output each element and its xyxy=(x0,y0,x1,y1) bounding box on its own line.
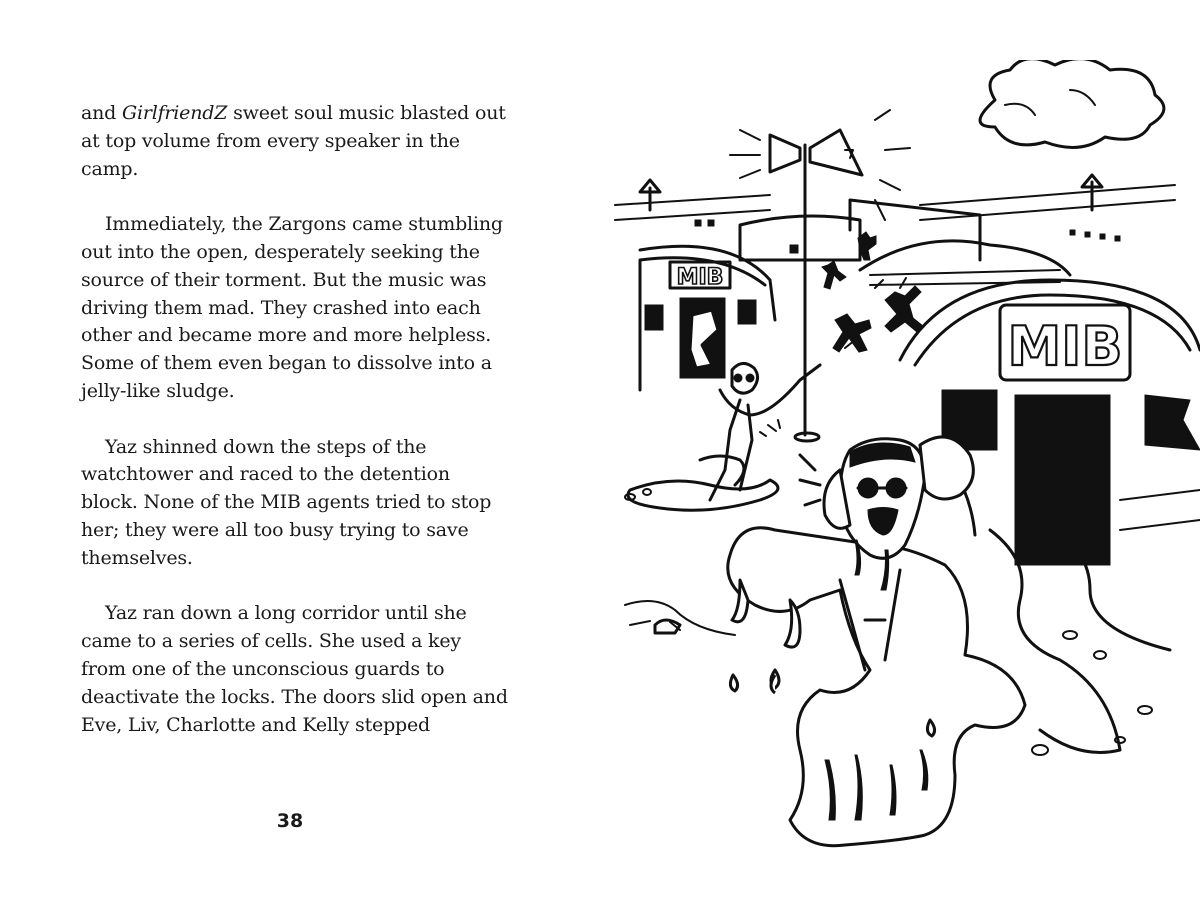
paragraph-1-text: sweet soul music blasted out at top volume from every speaker in the camp. xyxy=(81,102,506,180)
story-text xyxy=(81,100,511,767)
paragraph-4: Yaz ran down a long corridor until she came to a series of cells. She used a key from one of the unconscious guards to deactivate the locks. The doors slid open and Eve, Liv, Charlotte and Kelly stepped xyxy=(81,602,508,736)
band-name: GirlfriendZ xyxy=(121,102,228,124)
paragraph-3: Yaz shinned down the steps of the watchtower and raced to the detention block. None of the MIB agents tried to stop her; they were all too busy trying to save themselves. xyxy=(81,435,492,569)
paragraph-1 xyxy=(81,100,511,183)
paragraph-1-lead: and xyxy=(81,102,122,124)
story-illustration xyxy=(600,60,1200,860)
sign-small: MIB xyxy=(676,265,724,290)
paragraph-2: Immediately, the Zargons came stumbling out into the open, desperately seeking the source of their torment. But the music was driving them mad. They crashed into each other and became more and more helpless. Some of them even began to dissolve into a jelly-like sludge. xyxy=(81,213,503,402)
page-number: 38 xyxy=(276,810,304,832)
sign-large: MIB xyxy=(1007,315,1123,378)
